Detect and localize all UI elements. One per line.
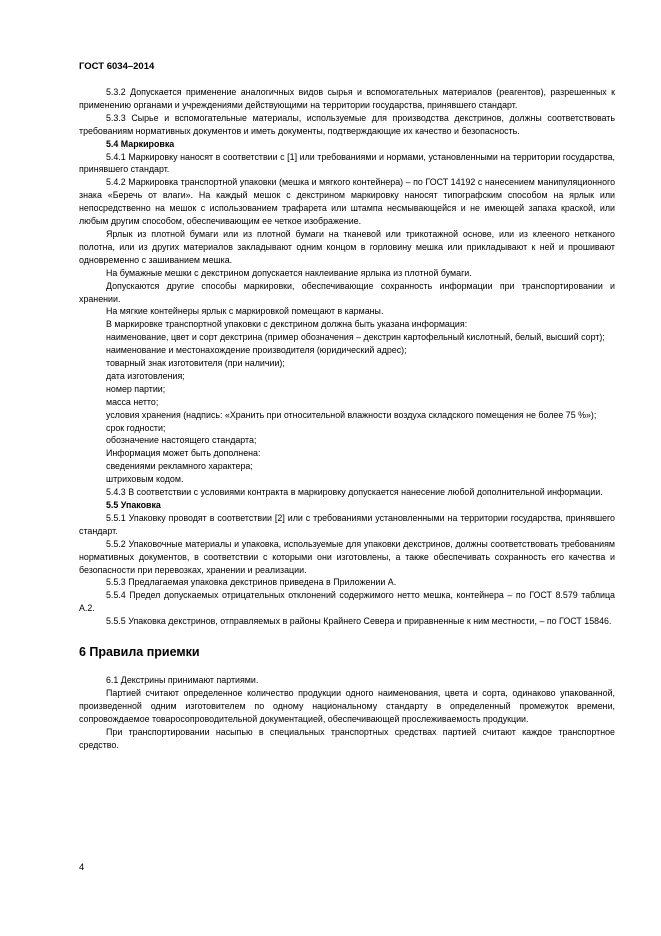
- chapter-heading: 6 Правила приемки: [79, 645, 200, 660]
- paragraph: 5.5.4 Предел допускаемых отрицательных отклонений содержимого нетто мешка, контейнера – по ГОСТ 8.579 таблица А.2.: [79, 590, 615, 614]
- list-item: номер партии;: [106, 383, 166, 394]
- document-body: [79, 86, 615, 752]
- section-heading: 5.5 Упаковка: [106, 500, 161, 510]
- paragraph: В маркировке транспортной упаковки с декстрином должна быть указана информация:: [106, 319, 468, 330]
- paragraph: наименование, цвет и сорт декстрина (пример обозначения – декстрин картофельный кислотный, белый, высший сорт);: [106, 332, 605, 343]
- list-item: Информация может быть дополнена:: [106, 448, 261, 459]
- list-item: масса нетто;: [106, 396, 159, 407]
- section-heading: 5.4 Маркировка: [106, 138, 175, 149]
- paragraph: 5.3.3 Сырье и вспомогательные материалы, используемые для производства декстринов, должны соответствовать требованиям нормативных документов и иметь документы, подтверждающие их качество и безопасность.: [79, 112, 615, 136]
- paragraph: 5.5.3 Предлагаемая упаковка декстринов приведена в Приложении А.: [106, 577, 397, 588]
- paragraph: 5.5.5 Упаковка декстринов, отправляемых в районы Крайнего Севера и приравненные к ним местности, – по ГОСТ 15846.: [106, 616, 612, 627]
- list-item: обозначение настоящего стандарта;: [106, 435, 257, 446]
- paragraph: Партией считают определенное количество продукции одного наименования, цвета и сорта, одинаково упакованной, произведенной одним изготовителем по одному национальному стандарту в определенный промежуток времени, сопровождаемое товаросопроводительной документацией, обеспечивающей прослеживаемость продукции.: [79, 687, 615, 724]
- paragraph: 5.4.1 Маркировку наносят в соответствии с [1] или требованиями и нормами, установленными на территории государства, принявшего стандарт.: [79, 151, 615, 175]
- document-header: ГОСТ 6034–2014: [79, 61, 155, 72]
- list-item: товарный знак изготовителя (при наличии);: [106, 358, 285, 369]
- paragraph: При транспортировании насыпью в специальных транспортных средствах партией считают каждое транспортное средство.: [79, 726, 615, 750]
- paragraph: 5.5.1 Упаковку проводят в соответствии [2] или с требованиями установленными на территории государства, принявшего стандарт.: [79, 512, 615, 536]
- paragraph: 5.4.2 Маркировка транспортной упаковки (мешка и мягкого контейнера) – по ГОСТ 14192 с нанесением манипуляционного знака «Беречь от влаги». На каждый мешок с декстрином маркировку наносят типографским способом на ярлык или непосредственно на мешок с использованием трафарета или штампа несмывающейся и не имеющей запаха краской, или любым другим способом, обеспечивающим ее четкое изображение.: [79, 177, 615, 227]
- paragraph: На мягкие контейнеры ярлык с маркировкой помещают в карманы.: [106, 306, 384, 317]
- paragraph: На бумажные мешки с декстрином допускается наклеивание ярлыка из плотной бумаги.: [106, 267, 472, 278]
- paragraph: Ярлык из плотной бумаги или из плотной бумаги на тканевой или трикотажной основе, или из клееного нетканого полотна, или из других материалов закладывают одним концом в горловину мешка или прикладывают к ней и прошивают одновременно с зашиванием мешка.: [79, 228, 615, 265]
- paragraph: 6.1 Декстрины принимают партиями.: [106, 675, 259, 686]
- paragraph: Допускаются другие способы маркировки, обеспечивающие сохранность информации при транспортировании и хранении.: [79, 280, 615, 304]
- list-item: штриховым кодом.: [106, 474, 184, 485]
- paragraph: 5.4.3 В соответствии с условиями контракта в маркировку допускается нанесение любой дополнительной информации.: [106, 487, 603, 498]
- list-item: срок годности;: [106, 422, 166, 433]
- list-item: наименование и местонахождение производителя (юридический адрес);: [106, 345, 407, 356]
- paragraph: 5.3.2 Допускается применение аналогичных видов сырья и вспомогательных материалов (реагентов), разрешенных к применению органами и учреждениями действующими на территории государства, принявшего стандарт.: [79, 87, 615, 110]
- paragraph: условия хранения (надпись: «Хранить при относительной влажности воздуха складского помещения не более 75 %»);: [106, 409, 597, 420]
- list-item: дата изготовления;: [106, 370, 185, 381]
- list-item: сведениями рекламного характера;: [106, 461, 253, 472]
- paragraph: 5.5.2 Упаковочные материалы и упаковка, используемые для упаковки декстринов, должны соответствовать требованиям нормативных документов, в соответствии с которыми они изготовлены, а также обеспечивать сохранность его качества и безопасности при перевозках, хранении и реализации.: [79, 538, 615, 575]
- page-number: 4: [79, 862, 85, 873]
